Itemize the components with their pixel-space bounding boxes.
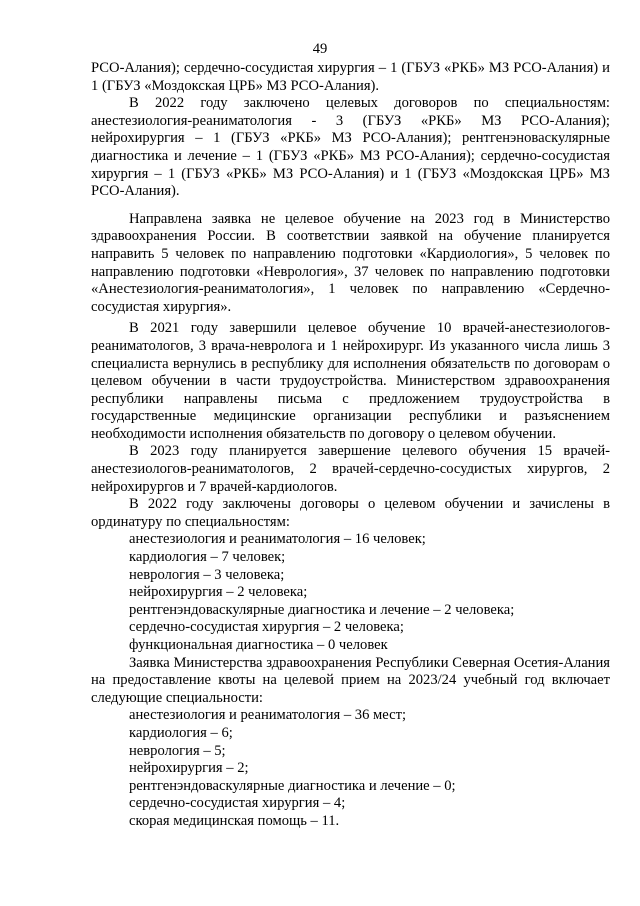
list-item: скорая медицинская помощь – 11. [129, 812, 340, 829]
paragraph-2022-residency: В 2022 году заключены договоры о целевом обучении и зачислены в ординатуру по специальностям: [91, 496, 610, 530]
list-item: сердечно-сосудистая хирургия – 2 человека; [129, 619, 404, 636]
document-body [91, 60, 610, 831]
quota-list [91, 707, 610, 830]
page-number: 49 [312, 41, 328, 57]
paragraph-gap [91, 201, 610, 211]
list-item: кардиология – 7 человек; [129, 549, 286, 566]
paragraph-quota-request: Заявка Министерства здравоохранения Республики Северная Осетия-Алания на предоставление квоты на целевой прием на 2023/24 учебный год включает следующие специальности: [91, 654, 610, 706]
residency-list [91, 531, 610, 654]
list-item: рентгенэндоваскулярные диагностика и лечение – 0; [129, 777, 456, 794]
list-item: анестезиология и реаниматология – 16 человек; [129, 531, 426, 548]
list-item: рентгенэндоваскулярные диагностика и лечение – 2 человека; [129, 601, 515, 618]
paragraph-application-2023: Направлена заявка не целевое обучение на 2023 год в Министерство здравоохранения России. В соответствии заявкой на обучение планируется направить 5 человек по направлению подготовки «Кардиология», 5 человек по направлению подготовки «Неврология», 37 человек по направлению подготовки «Анестезиология-реаниматология», 1 человек по направлению «Сердечно-сосудистая хирургия». [91, 210, 610, 315]
list-item: нейрохирургия – 2; [129, 760, 249, 777]
list-item: анестезиология и реаниматология – 36 мест; [129, 707, 406, 724]
paragraph-continuation: РСО-Алания); сердечно-сосудистая хирургия – 1 (ГБУЗ «РКБ» МЗ РСО-Алания) и 1 (ГБУЗ «Моздокская ЦРБ» МЗ РСО-Алания). [91, 60, 610, 94]
list-item: сердечно-сосудистая хирургия – 4; [129, 795, 346, 812]
list-item: неврология – 5; [129, 742, 226, 759]
list-item: функциональная диагностика – 0 человек [129, 637, 388, 653]
paragraph-2022-contracts: В 2022 году заключено целевых договоров по специальностям: анестезиология-реаниматология - 3 (ГБУЗ «РКБ» МЗ РСО-Алания); нейрохирургия – 1 (ГБУЗ «РКБ» МЗ РСО-Алания); рентгенэноваскулярные диагностика и лечение – 1 (ГБУЗ «РКБ» МЗ РСО-Алания); сердечно-сосудистая хирургия – 1 (ГБУЗ «РКБ» МЗ РСО-Алания) и 1 (ГБУЗ «Моздокская ЦРБ» МЗ РСО-Алания). [91, 95, 610, 200]
paragraph-2021-completion: В 2021 году завершили целевое обучение 10 врачей-анестезиологов-реаниматологов, 3 врача-невролога и 1 нейрохирург. Из указанного числа лишь 3 специалиста вернулись в республику для исполнения обязательств по договорам о целевом обучении в части трудоустройства. Министерством здравоохранения республики направлены письма с предложением трудоустройства в государственные медицинские организации республики и разъяснением необходимости исполнения обязательств по договору о целевом обучении. [91, 320, 610, 442]
paragraph-2023-completion: В 2023 году планируется завершение целевого обучения 15 врачей-анестезиологов-реаниматологов, 2 врачей-сердечно-сосудистых хирургов, 2 нейрохирургов и 7 врачей-кардиологов. [91, 443, 610, 495]
list-item: кардиология – 6; [129, 724, 233, 741]
list-item: нейрохирургия – 2 человека; [129, 584, 308, 601]
list-item: неврология – 3 человека; [129, 566, 285, 583]
